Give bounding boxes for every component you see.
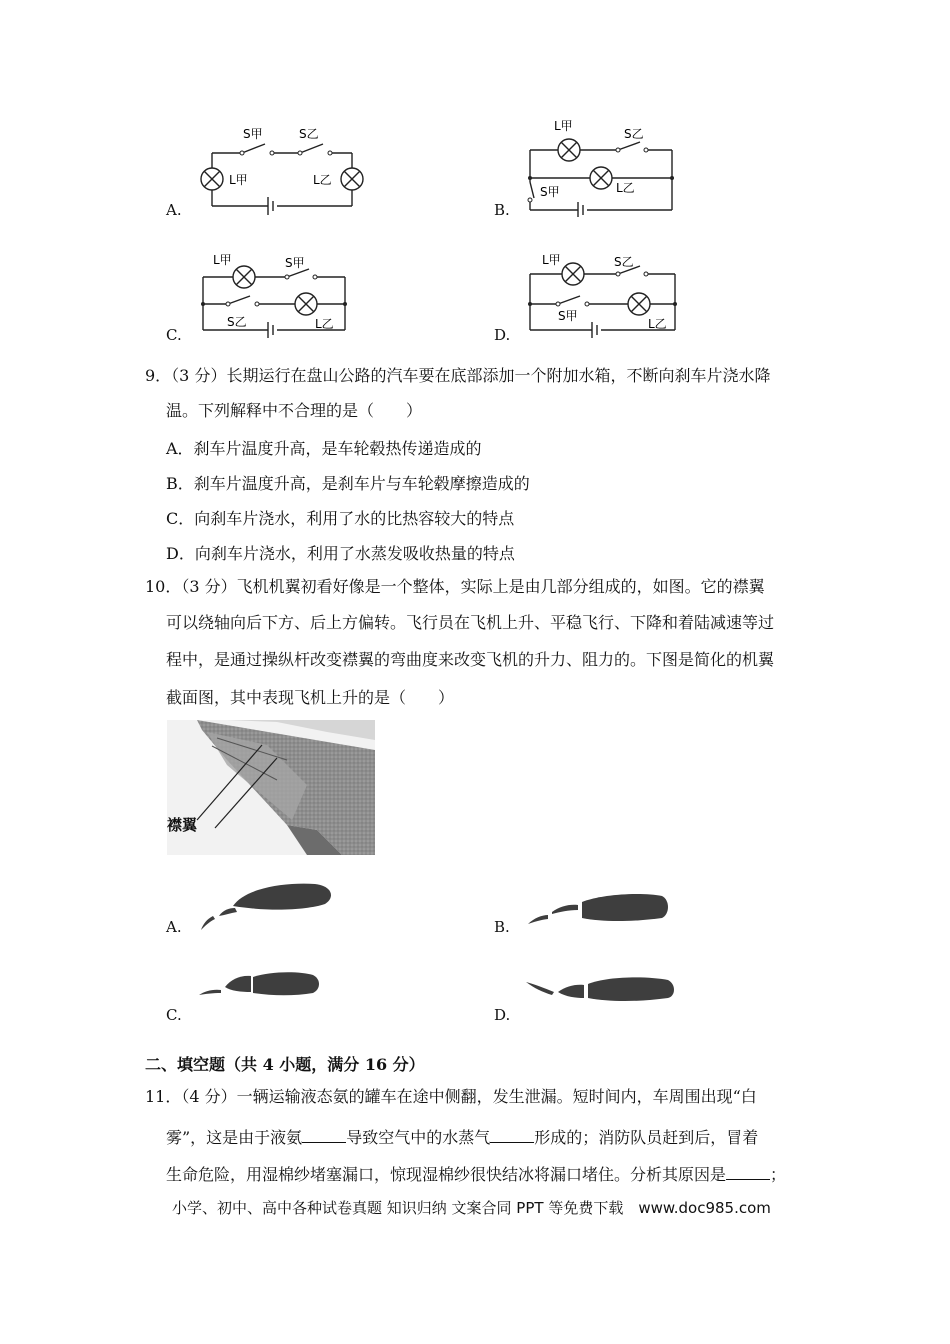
flap-label: 襟翼 [167,816,198,834]
q11-line3-part1: 生命危险，用湿棉纱堵塞漏口，惊现湿棉纱很快结冰将漏口堵住。分析其原因是 [166,1165,727,1184]
label-s-jia-d: S甲 [558,309,578,323]
label-s-jia-a: S甲 [243,127,263,141]
airfoil-option-a-letter: A. [166,918,182,936]
option-c-letter: C. [166,326,182,344]
label-l-yi-d: L乙 [648,317,667,331]
q10-stem-line2: 可以绕轴向后下方、后上方偏转。飞行员在飞机上升、平稳飞行、下降和着陆减速等过 [166,613,775,632]
label-l-yi-a: L乙 [313,173,332,187]
q11-line2-part1: 雾”，这是由于液氨 [166,1128,303,1147]
answer-blank-2[interactable] [490,1126,534,1143]
footer-ad: 小学、初中、高中各种试卷真题 知识归纳 文案合同 PPT 等免费下载 www.doc985.com [172,1199,771,1217]
q10-stem-line4: 截面图，其中表现飞机上升的是（ ） [166,688,455,707]
label-l-yi-b: L乙 [616,181,635,195]
label-s-yi-d: S乙 [614,255,634,269]
option-a-letter: A. [166,201,182,219]
q9-choice-b: B．刹车片温度升高，是刹车片与车轮毂摩擦造成的 [166,474,530,493]
answer-blank-1[interactable] [302,1126,346,1143]
label-s-jia-c: S甲 [285,256,305,270]
q10-stem-line3: 程中，是通过操纵杆改变襟翼的弯曲度来改变飞机的升力、阻力的。下图是简化的机翼 [166,650,775,669]
circuit-diagram-c [195,250,360,340]
q11-line2-part2: 导致空气中的水蒸气 [346,1128,491,1147]
airfoil-option-d-letter: D. [494,1006,511,1024]
circuit-diagram-b [520,112,690,217]
option-d-letter: D. [494,326,511,344]
q9-stem-line2: 温。下列解释中不合理的是（ ） [166,401,423,420]
label-s-jia-b: S甲 [540,185,560,199]
label-l-jia-d: L甲 [542,253,561,267]
circuit-diagram-a [195,120,375,220]
q11-stem-line1: 11．（4 分）一辆运输液态氨的罐车在途中侧翻，发生泄漏。短时间内，车周围出现“白 [145,1087,757,1106]
section-2-title: 二、填空题（共 4 小题，满分 16 分） [145,1055,425,1074]
airfoil-d[interactable] [522,970,677,1010]
airfoil-c[interactable] [195,965,325,1010]
q9-choice-d: D．向刹车片浇水，利用了水蒸发吸收热量的特点 [166,544,515,563]
q10-stem-line1: 10．（3 分）飞机机翼初看好像是一个整体，实际上是由几部分组成的，如图。它的襟翼 [145,577,765,596]
label-l-jia-a: L甲 [229,173,248,187]
q9-stem-line1: 9．（3 分）长期运行在盘山公路的汽车要在底部添加一个附加水箱，不断向刹车片浇水降 [145,366,771,385]
q11-line3-part2: ； [770,1165,787,1184]
option-b-letter: B. [494,201,510,219]
q11-stem-line2 [166,1126,758,1148]
label-l-jia-b: L甲 [554,119,573,133]
q9-choice-c: C．向刹车片浇水，利用了水的比热容较大的特点 [166,509,515,528]
answer-blank-3[interactable] [726,1163,770,1180]
q11-line2-part3: 形成的；消防队员赶到后，冒着 [534,1128,759,1147]
airfoil-option-c-letter: C. [166,1006,182,1024]
label-l-jia-c: L甲 [213,253,232,267]
airfoil-b[interactable] [522,888,672,933]
q11-stem-line3 [166,1163,786,1185]
label-s-yi-a: S乙 [299,127,319,141]
circuit-diagram-d [522,250,687,340]
airfoil-option-b-letter: B. [494,918,510,936]
wing-photo [167,720,375,855]
label-s-yi-b: S乙 [624,127,644,141]
q9-choice-a: A．刹车片温度升高，是车轮毂热传递造成的 [166,439,482,458]
label-l-yi-c: L乙 [315,317,334,331]
airfoil-a[interactable] [195,878,340,933]
label-s-yi-c: S乙 [227,315,247,329]
